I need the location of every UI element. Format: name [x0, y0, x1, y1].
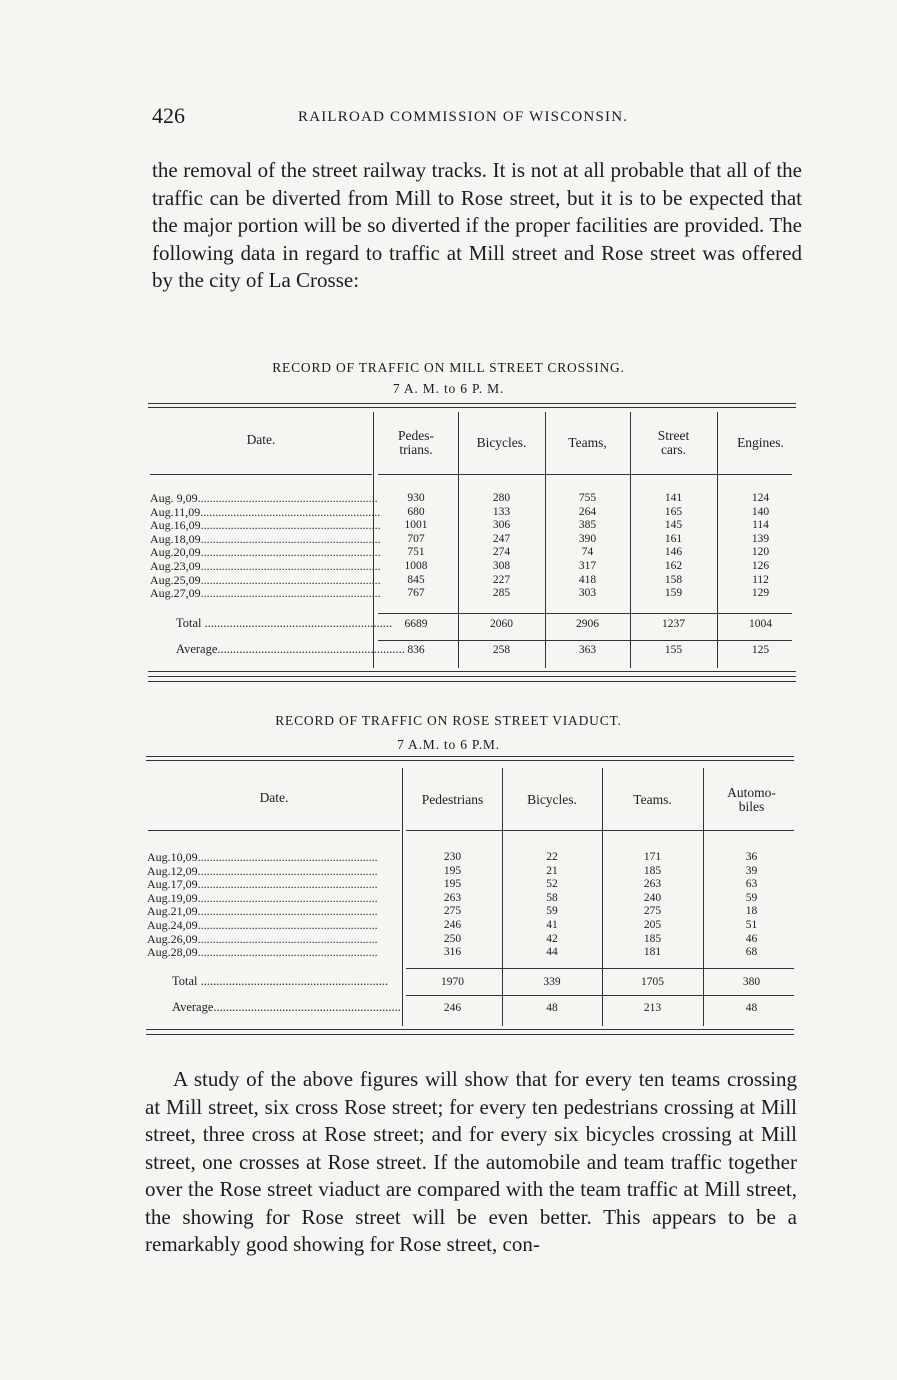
table1-cell: 126 [751, 560, 770, 572]
table2-total-cell: 1970 [441, 976, 464, 988]
table1-col-header [458, 436, 545, 450]
table1-row-date: Aug.25,09............................................................ [150, 572, 381, 587]
table1-col-header-line: trians. [399, 442, 433, 457]
table2-cell: 39 [745, 864, 758, 877]
table2-header-rule [148, 830, 400, 831]
table1-average-cell: 125 [751, 644, 770, 656]
table1-average-rule [378, 640, 792, 641]
table1-cell: 165 [664, 505, 683, 518]
table2-row-date: Aug.17,09............................................................ [147, 877, 378, 892]
table2-row-date: Aug.24,09............................................................ [147, 918, 378, 932]
table2-row-date: Aug.12,09............................................................ [147, 863, 378, 878]
table2-col-header [602, 793, 703, 807]
table2-cell: 36 [745, 851, 758, 863]
table2-cell: 44 [546, 946, 558, 959]
table1-cell: 161 [664, 532, 683, 545]
table1-average-cell: 258 [492, 644, 511, 656]
table1-cell: 162 [664, 560, 683, 572]
table2-date-header: Date. [259, 790, 289, 805]
table2-total-cell: 380 [742, 976, 761, 988]
table2-cell: 185 [643, 864, 662, 877]
table2-cell: 250 [443, 932, 462, 945]
paragraph-analysis: A study of the above figures will show that for every ten teams crossing at Mill street, six cross Rose street; for every ten pedestrians crossing at Mill street, three cross at Rose street; and for every six bicycles crossing at Mill street, one crosses at Rose street. If the automobile and team traffic together over the Rose street viaduct are compared with the team traffic at Mill street, the showing for Rose street will be even better. This appears to be a remarkably good showing for Rose street, con- [145, 1067, 797, 1256]
table1-cell: 303 [578, 587, 597, 600]
table1-average-cell: 155 [664, 644, 683, 656]
table1-total-rule [378, 613, 792, 614]
table2-col-header-line: Pedestrians [421, 792, 484, 807]
table2-cell: 41 [546, 919, 558, 931]
table1-cell: 317 [578, 560, 597, 572]
table1-col-header-line: Engines. [737, 435, 784, 450]
table2-cell: 195 [443, 878, 462, 891]
table2-col-header [403, 793, 502, 807]
table2-cell: 230 [443, 851, 462, 863]
table1-date-header: Date. [246, 432, 276, 447]
table2-average-label: Average............................................................ [172, 1000, 401, 1014]
page-number: 426 [152, 103, 185, 128]
table2-cell: 59 [546, 905, 558, 918]
table1-header-rule [378, 474, 792, 475]
table2-total-cell: 339 [543, 976, 561, 988]
table2-cell: 21 [546, 864, 558, 877]
table1-total-cell: 6689 [404, 618, 428, 630]
table2-row-date: Aug.26,09............................................................ [147, 931, 378, 946]
table1-row-date: Aug.18,09............................................................ [150, 531, 381, 546]
table1-cell: 129 [751, 587, 770, 600]
table2-cell: 316 [443, 946, 462, 959]
table1-cell: 124 [751, 492, 770, 504]
table2-cell: 22 [546, 851, 558, 863]
table1-cell: 280 [492, 492, 511, 504]
table1-cell: 139 [751, 532, 770, 545]
running-head: RAILROAD COMMISSION OF WISCONSIN. [298, 109, 629, 125]
table2-row-date: Aug.28,09............................................................ [147, 945, 378, 960]
table1-cell: 390 [578, 532, 597, 545]
table1-cell: 1008 [404, 560, 428, 572]
table1-cell: 227 [492, 573, 511, 586]
table1-row-date: Aug.20,09............................................................ [150, 545, 381, 560]
table1-col-header [374, 429, 458, 457]
table1-rule-bottom [148, 671, 796, 672]
table2-col-header-line: Bicycles. [527, 792, 577, 807]
table2-row-date: Aug.19,09............................................................ [147, 890, 378, 905]
table1-cell: 418 [578, 573, 597, 586]
table1-cell: 930 [407, 492, 425, 504]
table1-cell: 112 [752, 573, 769, 586]
table2-cell: 263 [443, 891, 462, 904]
table1-rule-bottom2 [148, 676, 796, 677]
table2-cell: 18 [745, 905, 758, 918]
table2-col-header-line: Automo- [727, 785, 776, 800]
table2-total-rule [406, 968, 794, 969]
table1-total-cell: 2906 [576, 618, 599, 630]
table1-average-label: Average............................................................ [176, 642, 405, 656]
table1-cell: 159 [664, 587, 683, 600]
table2-rule-top2 [146, 760, 794, 761]
table1-rule-top2 [148, 407, 796, 408]
table1-rule-bottom3 [148, 681, 796, 682]
table2-cell: 59 [745, 891, 758, 904]
table1-average-cell: 363 [578, 644, 597, 656]
table1-row-date: Aug.27,09............................................................ [150, 586, 381, 601]
table1-subtitle: 7 A. M. to 6 P. M. [392, 381, 505, 396]
table2-total-cell: 1705 [641, 976, 664, 988]
table2-cell: 275 [443, 905, 462, 918]
table2-rule-bottom [146, 1029, 794, 1030]
table1-cell: 274 [492, 546, 511, 559]
paragraph-intro: the removal of the street railway tracks. It is not at all probable that all of the traffic can be diverted from Mill to Rose street, but it is to be expected that the major portion will be so diverted if the proper facilities are provided. The following data in regard to traffic at Mill street and Rose street was offered by the city of La Crosse: [152, 158, 802, 292]
table1-col-header-line: Bicycles. [476, 435, 527, 450]
table2-average-cell: 213 [643, 1002, 662, 1014]
table2-cell: 195 [443, 864, 462, 877]
table1-cell: 146 [664, 546, 683, 559]
table2-cell: 46 [745, 932, 758, 945]
table1-col-header-line: cars. [660, 442, 687, 457]
table1-title: RECORD OF TRAFFIC ON MILL STREET CROSSING. [272, 360, 625, 375]
table2-average-cell: 48 [546, 1002, 558, 1014]
table2-cell: 181 [643, 946, 662, 959]
table1-row-date: Aug. 9,09............................................................ [150, 491, 378, 505]
table1-col-header [545, 436, 630, 450]
table1-cell: 707 [407, 532, 425, 545]
table2-col-header-line: biles [738, 799, 765, 814]
table2-cell: 52 [546, 878, 558, 891]
table1-cell: 767 [407, 587, 425, 600]
table2-average-cell: 48 [745, 1002, 758, 1014]
table1-cell: 308 [492, 560, 511, 572]
table2-row-date: Aug.10,09............................................................ [147, 850, 378, 864]
table1-row-date: Aug.23,09............................................................ [150, 559, 381, 573]
table2-col-header [703, 786, 800, 814]
table1-cell: 145 [664, 519, 683, 532]
table2-cell: 263 [643, 878, 662, 891]
table1-cell: 74 [581, 546, 594, 559]
table2-subtitle: 7 A.M. to 6 P.M. [397, 737, 500, 752]
table2-average-cell: 246 [443, 1002, 462, 1014]
table2-col-header-line: Teams. [633, 792, 672, 807]
table1-cell: 114 [752, 519, 769, 532]
table2-cell: 63 [745, 878, 758, 891]
table1-cell: 264 [578, 505, 597, 518]
table1-col-header-line: Pedes- [398, 428, 434, 443]
table1-col-header-line: Teams, [568, 435, 607, 450]
table2-cell: 68 [745, 946, 758, 959]
table1-cell: 120 [751, 546, 770, 559]
table1-header-rule [150, 474, 372, 475]
table1-row-date: Aug.16,09............................................................ [150, 518, 381, 533]
table1-row-date: Aug.11,09............................................................ [150, 504, 381, 519]
table2-cell: 275 [643, 905, 662, 918]
table1-total-cell: 1004 [749, 618, 772, 630]
table2-cell: 51 [745, 919, 758, 931]
table2-row-date: Aug.21,09............................................................ [147, 904, 378, 919]
table1-cell: 751 [407, 546, 425, 559]
table1-cell: 141 [664, 492, 683, 504]
table1-col-header [717, 436, 804, 450]
table2-average-rule [406, 995, 794, 996]
table1-cell: 755 [578, 492, 597, 504]
table2-cell: 246 [443, 919, 462, 931]
table1-total-cell: 1237 [662, 618, 685, 630]
table2-col-header [502, 793, 602, 807]
table2-cell: 171 [643, 851, 662, 863]
table2-cell: 205 [643, 919, 662, 931]
table2-cell: 42 [546, 932, 558, 945]
table1-cell: 1001 [404, 519, 428, 532]
table1-cell: 133 [492, 505, 511, 518]
table1-total-label: Total ............................................................ [176, 616, 393, 630]
table1-cell: 845 [407, 573, 425, 586]
table2-cell: 58 [546, 891, 558, 904]
table1-cell: 140 [751, 505, 770, 518]
table1-col-header [630, 429, 717, 457]
table1-rule-top [148, 403, 796, 404]
table1-cell: 306 [492, 519, 511, 532]
table2-total-label: Total ............................................................ [172, 974, 389, 988]
table2-cell: 185 [643, 932, 662, 945]
table2-header-rule [406, 830, 794, 831]
table1-cell: 385 [578, 519, 597, 532]
table1-cell: 285 [492, 587, 511, 600]
table1-cell: 680 [407, 505, 425, 518]
table2-cell: 240 [643, 891, 662, 904]
table2-rule-top [146, 756, 794, 757]
table1-cell: 158 [664, 573, 683, 586]
table1-col-header-line: Street [657, 428, 690, 443]
page-header [152, 103, 802, 133]
table2-rule-bottom2 [146, 1034, 794, 1035]
table2-title: RECORD OF TRAFFIC ON ROSE STREET VIADUCT. [275, 713, 622, 728]
table1-total-cell: 2060 [490, 618, 513, 630]
table1-cell: 247 [492, 532, 511, 545]
table1-average-cell: 836 [407, 644, 425, 656]
